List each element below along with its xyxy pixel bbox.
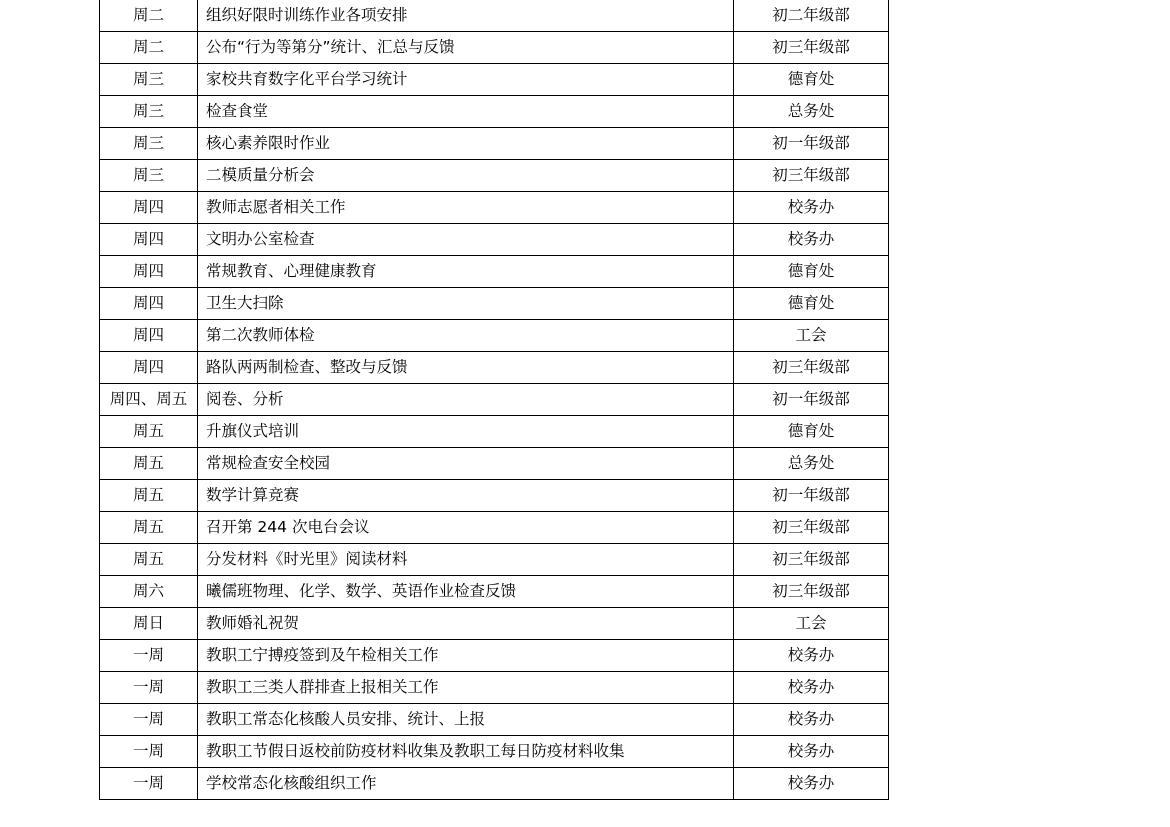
table-row bbox=[100, 448, 889, 480]
department-cell: 德育处 bbox=[734, 416, 889, 448]
task-cell: 教职工节假日返校前防疫材料收集及教职工每日防疫材料收集 bbox=[198, 736, 734, 768]
department-cell: 初一年级部 bbox=[734, 128, 889, 160]
day-cell: 周五 bbox=[100, 512, 198, 544]
task-cell: 曦儒班物理、化学、数学、英语作业检查反馈 bbox=[198, 576, 734, 608]
day-cell: 周四 bbox=[100, 224, 198, 256]
task-cell: 数学计算竞赛 bbox=[198, 480, 734, 512]
table-row bbox=[100, 416, 889, 448]
schedule-body bbox=[100, 0, 889, 800]
day-cell: 周三 bbox=[100, 128, 198, 160]
department-cell: 校务办 bbox=[734, 224, 889, 256]
day-cell: 周三 bbox=[100, 64, 198, 96]
department-cell: 校务办 bbox=[734, 672, 889, 704]
day-cell: 一周 bbox=[100, 640, 198, 672]
day-cell: 周四 bbox=[100, 320, 198, 352]
task-cell: 路队两两制检查、整改与反馈 bbox=[198, 352, 734, 384]
day-cell: 周三 bbox=[100, 96, 198, 128]
day-cell: 周六 bbox=[100, 576, 198, 608]
day-cell: 周二 bbox=[100, 32, 198, 64]
day-cell: 一周 bbox=[100, 768, 198, 800]
department-cell: 初三年级部 bbox=[734, 352, 889, 384]
department-cell: 校务办 bbox=[734, 192, 889, 224]
table-row bbox=[100, 192, 889, 224]
task-cell: 二模质量分析会 bbox=[198, 160, 734, 192]
department-cell: 总务处 bbox=[734, 448, 889, 480]
table-row bbox=[100, 544, 889, 576]
task-cell: 常规检查安全校园 bbox=[198, 448, 734, 480]
table-row bbox=[100, 576, 889, 608]
day-cell: 周四 bbox=[100, 352, 198, 384]
department-cell: 德育处 bbox=[734, 64, 889, 96]
day-cell: 周三 bbox=[100, 160, 198, 192]
task-cell: 核心素养限时作业 bbox=[198, 128, 734, 160]
table-row bbox=[100, 256, 889, 288]
day-cell: 周日 bbox=[100, 608, 198, 640]
department-cell: 校务办 bbox=[734, 736, 889, 768]
task-cell: 升旗仪式培训 bbox=[198, 416, 734, 448]
table-row bbox=[100, 320, 889, 352]
department-cell: 初三年级部 bbox=[734, 32, 889, 64]
task-cell: 第二次教师体检 bbox=[198, 320, 734, 352]
schedule-table bbox=[99, 0, 889, 800]
task-cell: 阅卷、分析 bbox=[198, 384, 734, 416]
department-cell: 初三年级部 bbox=[734, 512, 889, 544]
day-cell: 周五 bbox=[100, 544, 198, 576]
department-cell: 初三年级部 bbox=[734, 544, 889, 576]
task-cell: 常规教育、心理健康教育 bbox=[198, 256, 734, 288]
day-cell: 一周 bbox=[100, 672, 198, 704]
task-cell: 教职工宁搏疫签到及午检相关工作 bbox=[198, 640, 734, 672]
table-row bbox=[100, 352, 889, 384]
table-row bbox=[100, 480, 889, 512]
day-cell: 周四 bbox=[100, 288, 198, 320]
day-cell: 周四 bbox=[100, 192, 198, 224]
table-row bbox=[100, 512, 889, 544]
task-cell: 学校常态化核酸组织工作 bbox=[198, 768, 734, 800]
task-cell: 分发材料《时光里》阅读材料 bbox=[198, 544, 734, 576]
table-row bbox=[100, 640, 889, 672]
day-cell: 周四、周五 bbox=[100, 384, 198, 416]
department-cell: 德育处 bbox=[734, 256, 889, 288]
department-cell: 工会 bbox=[734, 608, 889, 640]
task-cell: 教师志愿者相关工作 bbox=[198, 192, 734, 224]
department-cell: 校务办 bbox=[734, 704, 889, 736]
task-cell: 检查食堂 bbox=[198, 96, 734, 128]
task-cell: 教职工三类人群排查上报相关工作 bbox=[198, 672, 734, 704]
department-cell: 初一年级部 bbox=[734, 480, 889, 512]
table-row bbox=[100, 160, 889, 192]
table-row bbox=[100, 608, 889, 640]
department-cell: 初一年级部 bbox=[734, 384, 889, 416]
department-cell: 德育处 bbox=[734, 288, 889, 320]
task-cell: 文明办公室检查 bbox=[198, 224, 734, 256]
task-cell: 公布“行为等第分”统计、汇总与反馈 bbox=[198, 32, 734, 64]
day-cell: 周二 bbox=[100, 0, 198, 32]
task-cell: 教职工常态化核酸人员安排、统计、上报 bbox=[198, 704, 734, 736]
task-cell: 教师婚礼祝贺 bbox=[198, 608, 734, 640]
table-row bbox=[100, 288, 889, 320]
day-cell: 一周 bbox=[100, 736, 198, 768]
department-cell: 初二年级部 bbox=[734, 0, 889, 32]
department-cell: 初三年级部 bbox=[734, 576, 889, 608]
day-cell: 一周 bbox=[100, 704, 198, 736]
task-cell: 家校共育数字化平台学习统计 bbox=[198, 64, 734, 96]
department-cell: 校务办 bbox=[734, 640, 889, 672]
department-cell: 校务办 bbox=[734, 768, 889, 800]
table-row bbox=[100, 128, 889, 160]
table-row bbox=[100, 96, 889, 128]
table-row bbox=[100, 0, 889, 32]
table-row bbox=[100, 224, 889, 256]
task-cell: 组织好限时训练作业各项安排 bbox=[198, 0, 734, 32]
table-row bbox=[100, 64, 889, 96]
table-row bbox=[100, 768, 889, 800]
table-row bbox=[100, 672, 889, 704]
task-cell: 卫生大扫除 bbox=[198, 288, 734, 320]
department-cell: 初三年级部 bbox=[734, 160, 889, 192]
department-cell: 工会 bbox=[734, 320, 889, 352]
table-row bbox=[100, 704, 889, 736]
department-cell: 总务处 bbox=[734, 96, 889, 128]
table-row bbox=[100, 32, 889, 64]
task-cell: 召开第 244 次电台会议 bbox=[198, 512, 734, 544]
table-row bbox=[100, 736, 889, 768]
day-cell: 周四 bbox=[100, 256, 198, 288]
day-cell: 周五 bbox=[100, 416, 198, 448]
day-cell: 周五 bbox=[100, 448, 198, 480]
day-cell: 周五 bbox=[100, 480, 198, 512]
table-row bbox=[100, 384, 889, 416]
